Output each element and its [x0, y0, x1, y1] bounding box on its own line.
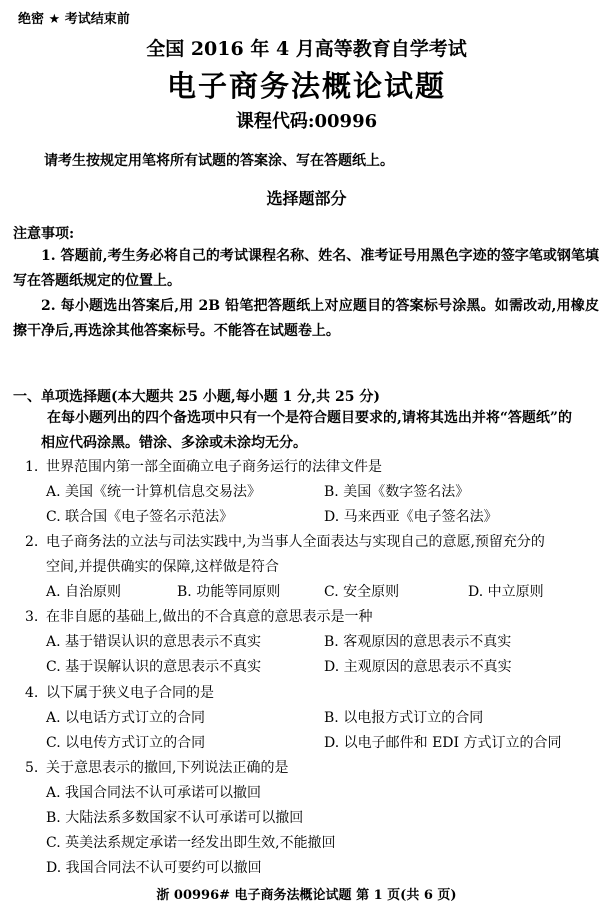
question-number: 4.: [25, 685, 39, 701]
note-item: 1. 答题前,考生务必将自己的考试课程名称、姓名、准考证号用黑色字迹的签字笔或钢笔填写在答题纸规定的位置上。: [13, 248, 599, 289]
option-d: D. 马来西亚《电子签名法》: [324, 509, 498, 525]
question-stem: [25, 456, 382, 476]
page-footer: 浙 00996# 电子商务法概论试题 第 1 页(共 6 页): [156, 888, 457, 903]
confidential-label: 绝密 ★ 考试结束前: [18, 12, 130, 27]
option-b: B. 美国《数字签名法》: [324, 484, 470, 500]
exam-name: 全国 2016 年 4 月高等教育自学考试: [146, 38, 467, 60]
section-description: 在每小题列出的四个备选项中只有一个是符合题目要求的,请将其选出并将“答题纸”的相应代码涂黑。错涂、多涂或未涂均无分。: [41, 410, 572, 451]
option-a: A. 以电话方式订立的合同: [46, 710, 206, 726]
question-stem: [25, 531, 545, 551]
option-b: B. 大陆法系多数国家不认可承诺可以撤回: [46, 810, 304, 826]
part-title: 选择题部分: [266, 189, 347, 208]
question-stem: [25, 606, 372, 626]
option-d: D. 主观原因的意思表示不真实: [324, 659, 512, 675]
question-stem: [25, 757, 288, 777]
option-d: D. 以电子邮件和 EDI 方式订立的合同: [324, 735, 562, 751]
question-text: 世界范围内第一部全面确立电子商务运行的法律文件是: [46, 459, 382, 475]
question-number: 5.: [25, 760, 39, 776]
section-heading: 一、单项选择题(本大题共 25 小题,每小题 1 分,共 25 分): [13, 389, 380, 405]
option-d: D. 中立原则: [468, 584, 544, 600]
option-c: C. 基于误解认识的意思表示不真实: [46, 659, 262, 675]
question-text: 在非自愿的基础上,做出的不合真意的意思表示是一种: [46, 609, 373, 625]
question-stem: [25, 682, 214, 702]
option-a: A. 基于错误认识的意思表示不真实: [46, 634, 262, 650]
question-text: 电子商务法的立法与司法实践中,为当事人全面表达与实现自己的意愿,预留充分的: [46, 534, 545, 550]
notes-title: 注意事项:: [13, 226, 75, 242]
question-number: 1.: [25, 459, 39, 475]
question-text: 以下属于狭义电子合同的是: [46, 685, 214, 701]
answer-instruction: 请考生按规定用笔将所有试题的答案涂、写在答题纸上。: [44, 153, 394, 169]
question-text-continued: 空间,并提供确实的保障,这样做是符合: [46, 559, 279, 575]
option-c: C. 以电传方式订立的合同: [46, 735, 206, 751]
question-text: 关于意思表示的撤回,下列说法正确的是: [46, 760, 289, 776]
question-number: 3.: [25, 609, 39, 625]
course-code: 课程代码:00996: [235, 111, 378, 132]
option-a: A. 自治原则: [46, 584, 122, 600]
option-b: B. 以电报方式订立的合同: [324, 710, 484, 726]
page-title: 电子商务法概论试题: [166, 69, 446, 103]
option-a: A. 我国合同法不认可承诺可以撤回: [46, 785, 262, 801]
option-c: C. 英美法系规定承诺一经发出即生效,不能撤回: [46, 835, 336, 851]
option-b: B. 功能等同原则: [177, 584, 281, 600]
option-b: B. 客观原因的意思表示不真实: [324, 634, 512, 650]
option-d: D. 我国合同法不认可要约可以撤回: [46, 860, 262, 876]
question-number: 2.: [25, 534, 39, 550]
note-item: 2. 每小题选出答案后,用 2B 铅笔把答题纸上对应题目的答案标号涂黑。如需改动,用橡皮擦干净后,再选涂其他答案标号。不能答在试题卷上。: [13, 298, 599, 339]
option-c: C. 安全原则: [324, 584, 400, 600]
option-c: C. 联合国《电子签名示范法》: [46, 509, 234, 525]
option-a: A. 美国《统一计算机信息交易法》: [46, 484, 262, 500]
